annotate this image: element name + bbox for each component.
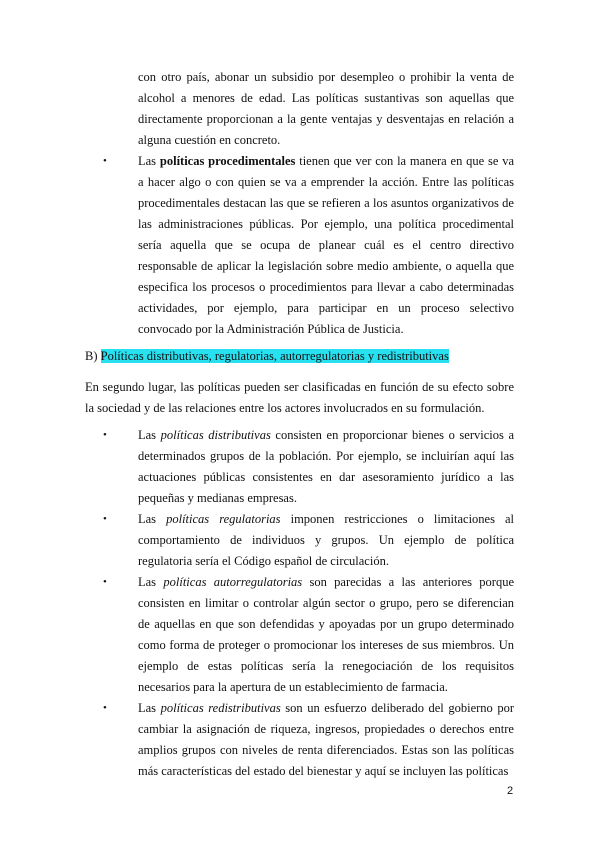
- item-term-italic: políticas autorregulatorias: [163, 575, 303, 589]
- section-title-highlighted: Políticas distributivas, regulatorias, autorregulatorias y redistributivas: [100, 349, 449, 363]
- bullet-item-autorregulatorias: [138, 572, 514, 698]
- item-term-italic: políticas distributivas: [160, 428, 271, 442]
- item-term-italic: políticas regulatorias: [166, 512, 281, 526]
- intro-paragraph: En segundo lugar, las políticas pueden ser clasificadas en función de su efecto sobre la sociedad y de las relaciones entre los actores involucrados en su formulación.: [85, 380, 514, 415]
- bullet-marker: •: [103, 513, 107, 525]
- item-lead: Las: [138, 701, 157, 715]
- item-lead: Las: [138, 512, 157, 526]
- section-heading-b: [85, 346, 449, 367]
- item-body: son parecidas a las anteriores porque consisten en limitar o controlar algún sector o grupo, pero se diferencian de aquellas en que son defendidas y apoyadas por un grupo determinado como forma de proteger o promocionar los intereses de sus miembros. Un ejemplo de estas políticas sería la renegociación de los requisitos necesarios para la apertura de un establecimiento de farmacia.: [138, 575, 514, 694]
- bullet-item-regulatorias: [138, 509, 514, 572]
- item-body: son un esfuerzo deliberado del gobierno por cambiar la asignación de riqueza, ingresos, propiedades o derechos entre amplios grupos con niveles de renta diferenciados. Estas son las políticas más características del estado del bienestar y aquí se incluyen las políticas: [138, 701, 515, 778]
- item-lead: Las: [138, 575, 157, 589]
- bullet-marker: •: [103, 576, 107, 588]
- page-number: 2: [507, 785, 514, 797]
- item-body: tienen que ver con la manera en que se va a hacer algo o con quien se va a emprender la acción. Entre las políticas procedimentales destacan las que se refieren a los asuntos organizativos de las administraciones públicas. Por ejemplo, una política procedimental sería aquella que se ocupa de planear cuál es el centro directivo responsable de aplicar la legislación sobre medio ambiente, o aquella que especifica los procesos o procedimientos para llevar a cabo determinadas actividades, por ejemplo, para participar en un proceso selectivo convocado por la Administración Pública de Justicia.: [138, 154, 515, 336]
- item-body: imponen restricciones o limitaciones al comportamiento de individuos y grupos. Un ejemplo de política regulatoria sería el Código español de circulación.: [138, 512, 515, 568]
- bullet-item-redistributivas: [138, 698, 514, 782]
- bullet-item-procedimentales: [138, 151, 514, 340]
- item-term-bold: políticas procedimentales: [159, 154, 296, 168]
- item-body: consisten en proporcionar bienes o servicios a determinados grupos de la población. Por ejemplo, se incluirían aquí las actuaciones públicas consistentes en dar asesoramiento jurídico a las pequeñas y medianas empresas.: [138, 428, 514, 505]
- bullet-item-distributivas: [138, 425, 514, 509]
- paragraph-continuation: con otro país, abonar un subsidio por desempleo o prohibir la venta de alcohol a menores de edad. Las políticas sustantivas son aquellas que directamente proporcionan a la gente ventajas y desventajas en relación a alguna cuestión en concreto.: [138, 70, 514, 147]
- bullet-marker: •: [103, 702, 107, 714]
- item-lead: Las: [138, 428, 157, 442]
- section-label: B): [85, 349, 98, 363]
- item-term-italic: políticas redistributivas: [160, 701, 281, 715]
- bullet-marker: •: [103, 155, 107, 167]
- bullet-marker: •: [103, 429, 107, 441]
- item-lead: Las: [138, 154, 157, 168]
